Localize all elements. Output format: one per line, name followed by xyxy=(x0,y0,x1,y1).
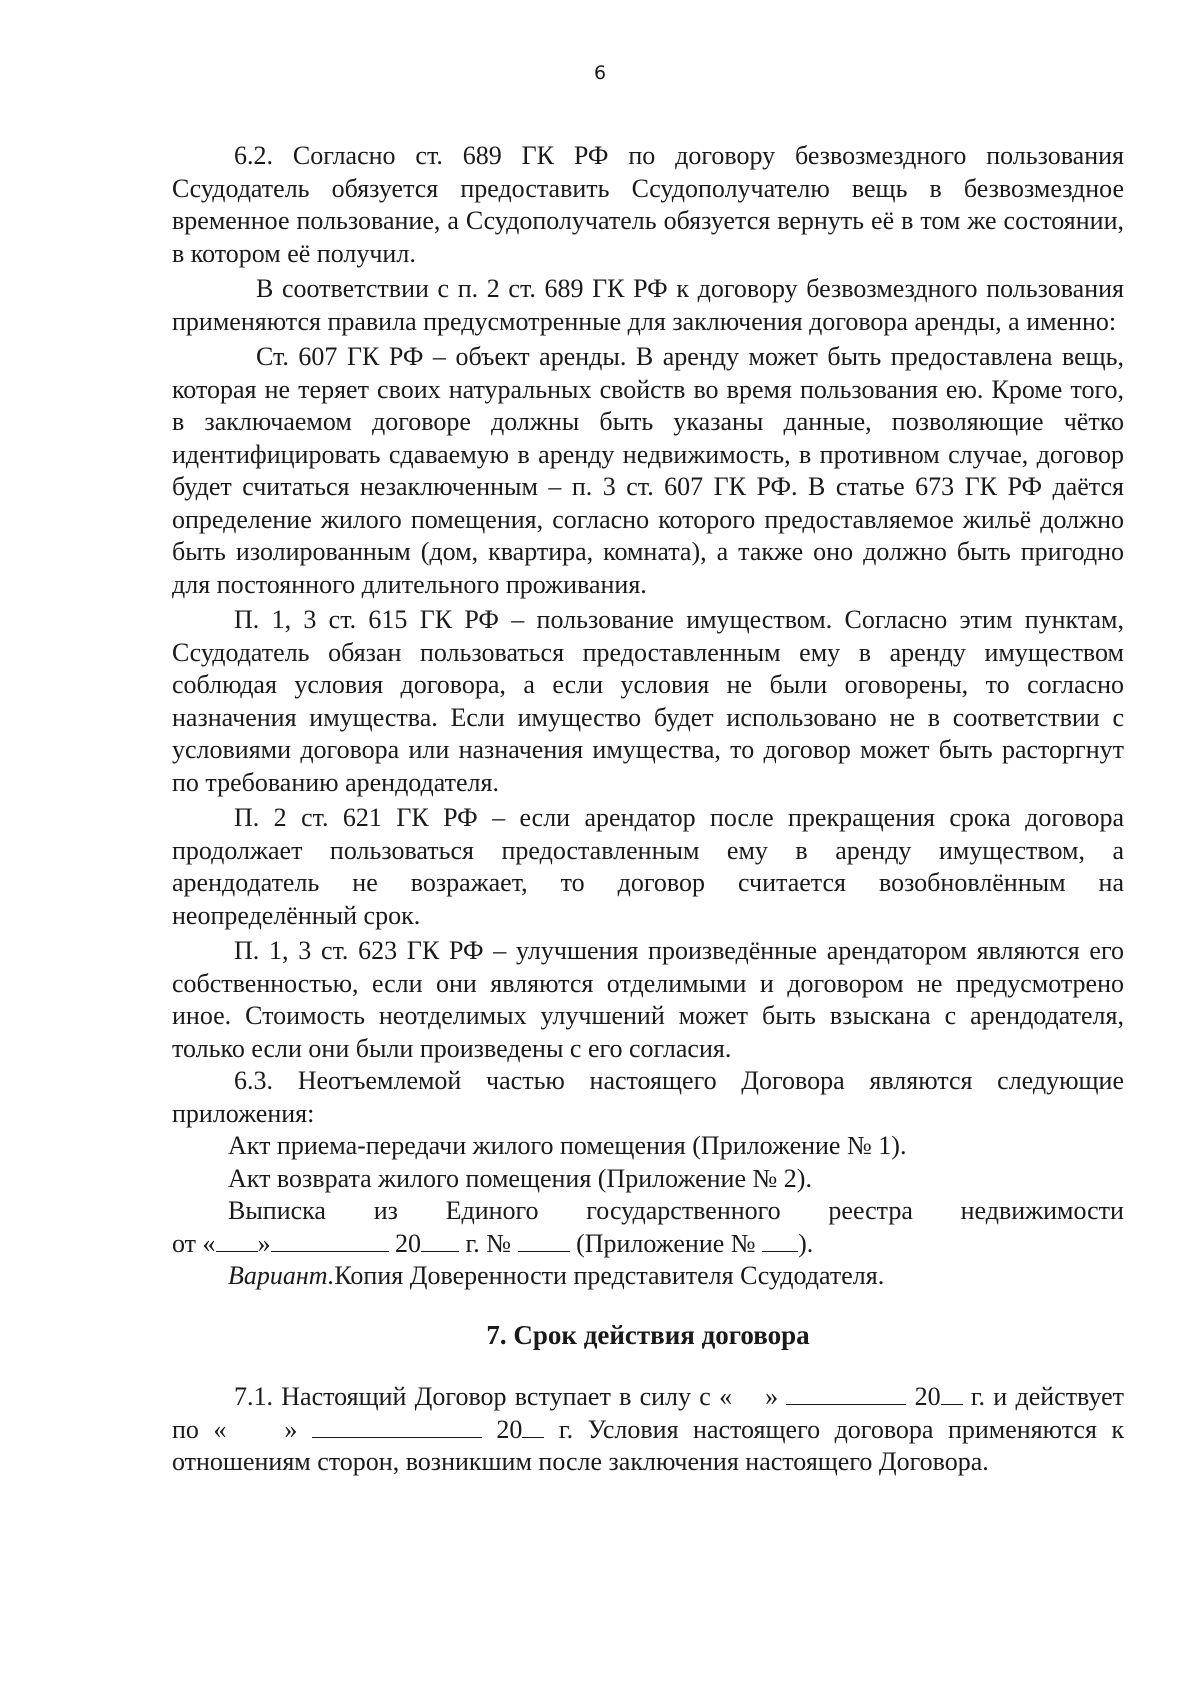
annex-close: ). xyxy=(798,1228,814,1258)
variant-text: Копия Доверенности представителя Ссудодателя. xyxy=(334,1261,885,1290)
annex-2: Акт возврата жилого помещения (Приложение № 2). xyxy=(228,1163,812,1193)
paragraph-621: П. 2 ст. 621 ГК РФ – если арендатор после прекращения срока договора продолжает пользоваться предоставленным ему в аренду имуществом, а арендодатель не возражает, то договор считается возобновлённым на неопределённый срок. xyxy=(172,803,1124,930)
paragraph-689-2: В соответствии с п. 2 ст. 689 ГК РФ к договору безвозмездного пользования применяются правила предусмотренные для заключения договора аренды, а именно: xyxy=(172,274,1124,336)
blank-end-month xyxy=(312,1415,482,1438)
p71-quote-close-2: » xyxy=(284,1414,298,1444)
blank-year xyxy=(421,1229,459,1252)
extract-line-2 xyxy=(172,1228,1124,1261)
extract-word: Выписка xyxy=(228,1196,326,1225)
section-7-title: 7. Срок действия договора xyxy=(486,1319,810,1350)
p71-part-a: 7.1. Настоящий Договор вступает в силу с « xyxy=(234,1382,733,1411)
extract-word: реестра xyxy=(828,1196,913,1225)
extract-word: государственного xyxy=(586,1196,781,1225)
paragraph-6-3: 6.3. Неотъемлемой частью настоящего Договора являются следующие приложения: xyxy=(172,1066,1124,1128)
paragraph-6-2: 6.2. Согласно ст. 689 ГК РФ по договору безвозмездного пользования Ссудодатель обязуется предоставить Ссудополучателю вещь в безвозмездное временное пользование, а Ссудополучатель обязуется вернуть её в том же состоянии, в котором её получил. xyxy=(172,141,1124,268)
extract-word: недвижимости xyxy=(960,1196,1124,1225)
annex-label: (Приложение № xyxy=(576,1228,756,1258)
extract-line-1 xyxy=(172,1195,1124,1228)
p71-part-d: г. и действует по « xyxy=(172,1382,1125,1444)
page-number: 6 xyxy=(593,62,607,84)
year-prefix: 20 xyxy=(395,1228,422,1258)
variant-label: Вариант. xyxy=(228,1261,335,1290)
paragraph-615: П. 1, 3 ст. 615 ГК РФ – пользование имуществом. Согласно этим пунктам, Ссудодатель обязан пользоваться предоставленным ему в аренду имуществом соблюдая условия договора, а если условия не были оговорены, то согласно назначения имущества. Если имущество будет использовано не в соответствии с условиями договора или назначения имущества, то договор может быть расторгнут по требованию арендодателя. xyxy=(172,605,1124,797)
blank-month xyxy=(271,1229,389,1252)
annex-1: Акт приема-передачи жилого помещения (Приложение № 1). xyxy=(228,1131,907,1160)
blank-annex-number xyxy=(762,1229,798,1252)
extract-word: из xyxy=(373,1196,398,1225)
p71-year-prefix-2: 20 xyxy=(496,1414,523,1444)
p71-year-prefix: 20 xyxy=(914,1382,941,1411)
paragraph-607: Ст. 607 ГК РФ – объект аренды. В аренду может быть предоставлена вещь, которая не теряет своих натуральных свойств во время пользования ею. Кроме того, в заключаемом договоре должны быть указаны данные, позволяющие чётко идентифицировать сдаваемую в аренду недвижимость, в противном случае, договор будет считаться незаключенным – п. 3 ст. 607 ГК РФ. В статье 673 ГК РФ даётся определение жилого помещения, согласно которого предоставляемое жильё должно быть изолированным (дом, квартира, комната), а также оно должно быть пригодно для постоянного длительного проживания. xyxy=(172,342,1124,599)
blank-day xyxy=(216,1229,258,1252)
extract-word: Единого xyxy=(445,1196,539,1225)
blank-start-year xyxy=(941,1382,963,1405)
number-label: г. № xyxy=(465,1228,512,1258)
blank-end-year xyxy=(522,1415,544,1438)
blank-start-month xyxy=(786,1382,906,1405)
paragraph-7-1 xyxy=(172,1381,1124,1479)
p71-quote-close: » xyxy=(765,1382,779,1411)
quote-close: » xyxy=(257,1228,271,1258)
document-body xyxy=(172,140,1124,1479)
blank-number xyxy=(518,1229,570,1252)
p71-part-g: г. Условия настоящего договора применяются к отношениям сторон, возникшим после заключения настоящего Договора. xyxy=(172,1414,1125,1476)
paragraph-623: П. 1, 3 ст. 623 ГК РФ – улучшения произведённые арендатором являются его собственностью, если они являются отделимыми и договором не предусмотрено иное. Стоимость неотделимых улучшений может быть взыскана с арендодателя, только если они были произведены с его согласия. xyxy=(172,936,1124,1063)
extract-from-label: от « xyxy=(172,1228,216,1258)
variant-line xyxy=(172,1260,1124,1293)
